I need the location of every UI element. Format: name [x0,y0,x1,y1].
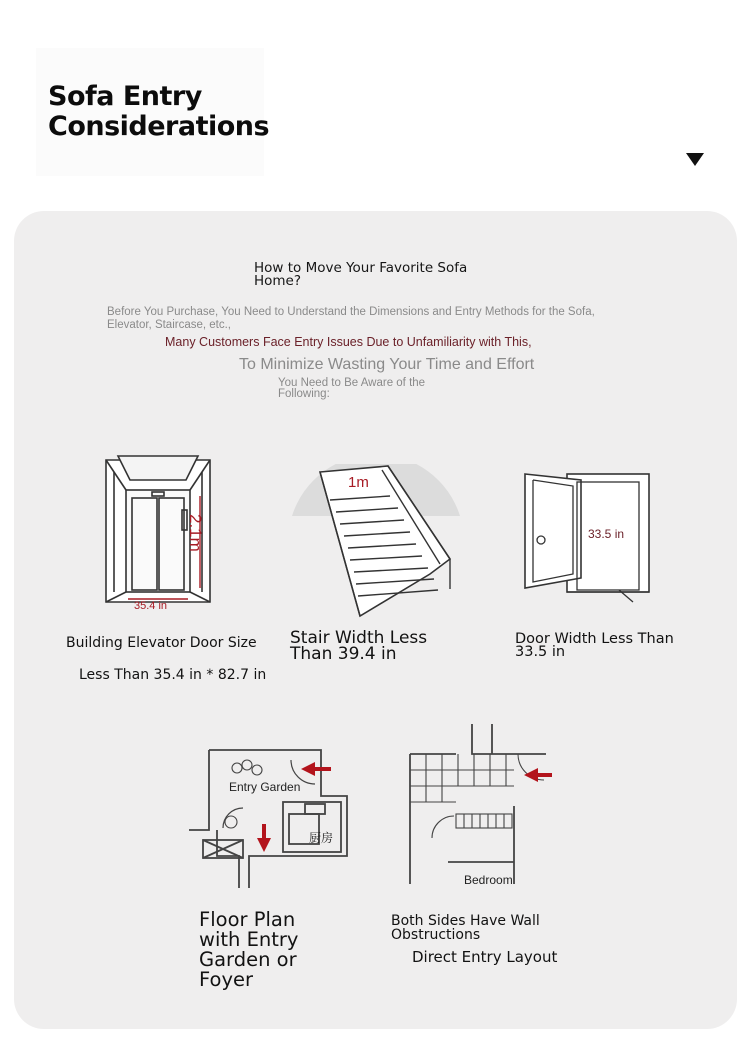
content-panel [14,211,737,1029]
intro-line-2: Many Customers Face Entry Issues Due to Unfamiliarity with This, [165,335,532,349]
entry-garden-caption: Floor Plan with Entry Garden or Foyer [199,908,299,991]
intro-heading: How to Move Your Favorite Sofa Home? [254,260,468,289]
elevator-subcaption: Less Than 35.4 in * 82.7 in [79,667,267,683]
elevator-height-label: 2.1m [186,514,205,552]
elevator-icon [100,452,216,617]
intro-line-3: To Minimize Wasting Your Time and Effort [239,356,535,373]
floor-plan-icon [396,722,556,890]
door-caption: Door Width Less Than 33.5 in [515,631,674,660]
staircase-icon [290,464,462,619]
triangle-down-icon[interactable] [685,151,705,167]
elevator-width-label: 35.4 in [134,600,168,612]
door-width-label: 33.5 in [588,527,625,541]
intro-line-4: You Need to Be Aware of the Following: [278,377,426,400]
direct-entry-caption: Both Sides Have Wall Obstructions [391,913,540,943]
open-door-icon [519,470,653,603]
intro-line-1: Before You Purchase, You Need to Understand the Dimensions and Entry Methods for the Sofa, Elevator, Staircase, etc., [107,306,595,331]
elevator-caption: Building Elevator Door Size [66,635,257,651]
kitchen-label: 厨房 [309,831,334,845]
entry-garden-label: Entry Garden [229,780,301,794]
stair-caption: Stair Width Less Than 39.4 in [290,628,428,664]
direct-entry-subcaption: Direct Entry Layout [412,948,558,966]
floor-plan-icon [187,746,351,894]
bedroom-label: Bedroom [464,873,513,887]
page-title: Sofa Entry Considerations [48,81,270,142]
stair-width-label: 1m [348,474,369,491]
